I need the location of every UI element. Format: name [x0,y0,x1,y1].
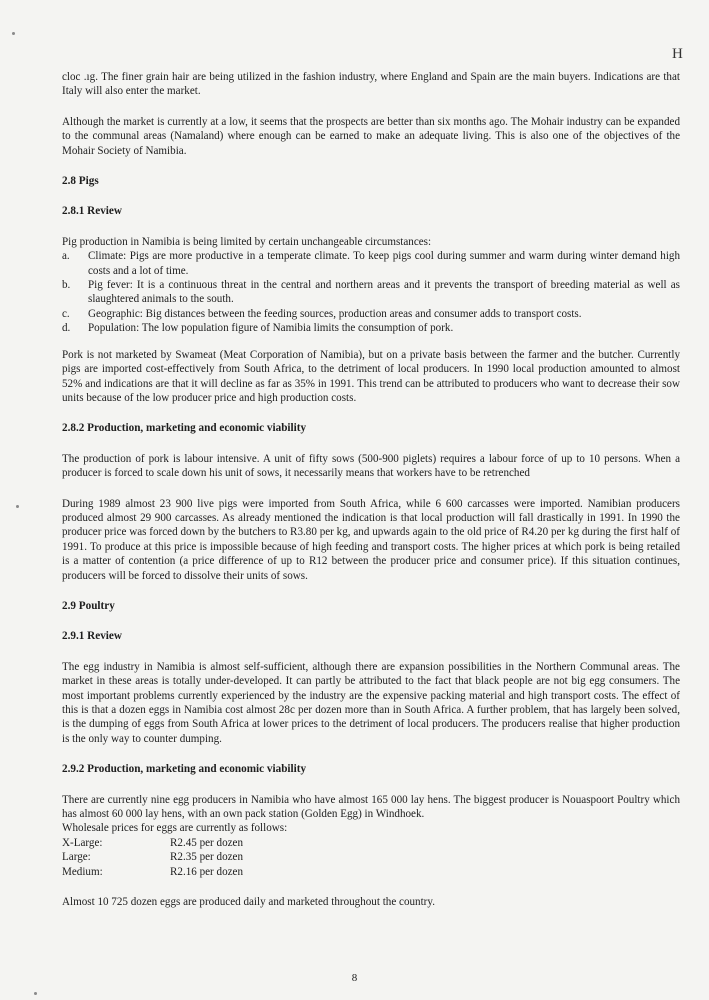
list-item [62,249,680,278]
list-item-text: Geographic: Big distances between the feeding sources, production areas and consumer adds to transport costs. [88,307,582,320]
paragraph-egg-prices-intro: Wholesale prices for eggs are currently as follows: [62,822,288,835]
subsection-heading-poultry-production: 2.9.2 Production, marketing and economic viability [62,763,307,776]
list-marker: b. [62,279,71,292]
corner-letter: H [672,46,683,62]
paragraph-egg-industry: The egg industry in Namibia is almost self-sufficient, although there are expansion possibilities in the Northern Communal areas. The market in these areas is totally under-developed. It can partly be attributed to the fact that black people are not big egg consumers. The most important problems currently experienced by the industry are the expensive packing material and high transport costs. The effect of this is that a dozen eggs in Namibia cost almost 28c per dozen more than in South Africa. A further problem, that has largely been solved, is the dumping of eggs from South Africa at lower prices to the detriment of local producers. The producers realise that higher production is the only way to counter dumping. [62,660,680,745]
price-value: R2.35 per dozen [170,851,244,864]
list-marker: d. [62,322,71,335]
subsection-heading-pigs-production: 2.8.2 Production, marketing and economic viability [62,422,307,435]
list-item-text: Climate: Pigs are more productive in a temperate climate. To keep pigs cool during summer and warm during winter demand high costs and a lot of time. [88,250,680,277]
paragraph-mohair-prospects: Although the market is currently at a low, it seems that the prospects are better than six months ago. The Mohair industry can be expanded to the communal areas (Namaland) where enough can be earned to make an adequate living. This is also one of the objectives of the Mohair Society of Namibia. [62,115,680,157]
paragraph-egg-daily-production: Almost 10 725 dozen eggs are produced daily and marketed throughout the country. [62,896,435,909]
price-value: R2.45 per dozen [170,836,244,849]
list-item [62,321,680,335]
subsection-heading-poultry-review: 2.9.1 Review [62,630,122,643]
scan-speck [12,32,15,35]
table-row [62,850,243,864]
egg-price-table [62,836,243,879]
list-item-text: Population: The low population figure of Namibia limits the consumption of pork. [88,322,454,335]
price-label: X-Large: [62,836,103,849]
scan-speck [16,505,19,508]
paragraph-pork-marketing: Pork is not marketed by Swameat (Meat Corporation of Namibia), but on a private basis between the farmer and the butcher. Currently pigs are imported cost-effectively from South Africa, to the detriment of local producers. In 1990 local production amounted to almost 52% and indications are that it will decline as far as 35% in 1991. This trend can be attributed to producers who want to decrease their sow units because of the low producer price and high production costs. [62,348,680,404]
section-heading-pigs: 2.8 Pigs [62,175,99,188]
price-value: R2.16 per dozen [170,865,244,878]
paragraph-pork-imports: During 1989 almost 23 900 live pigs were imported from South Africa, while 6 600 carcasses were imported. Namibian producers produced almost 29 900 carcasses. As already mentioned the indication is that local production will fall drastically in 1991. In 1990 the producer price was forced down by the butchers to R3.80 per kg, and upwards again to the old price of R4.20 per kg during the first half of 1991. To produce at this price is impossible because of high feeding and transport costs. The higher prices at which pork is being retailed is a matter of contention (a price difference of up to R12 between the producer price and consumer price). If this situation continues, producers will be forced to dissolve their units of sows. [62,497,680,582]
table-row [62,865,243,879]
paragraph-mohair-market: cloс .ıg. The finer grain hair are being utilized in the fashion industry, where England and Spain are the main buyers. Indications are that Italy will also enter the market. [62,71,680,98]
list-marker: a. [62,250,70,263]
document-body [62,70,680,909]
scan-speck [34,992,37,995]
price-label: Medium: [62,865,103,878]
pigs-circumstances-list [62,249,680,335]
table-row [62,836,243,850]
subsection-heading-pigs-review: 2.8.1 Review [62,205,122,218]
price-label: Large: [62,851,91,864]
list-item [62,278,680,307]
page-number: 8 [351,972,358,984]
paragraph-pork-labour: The production of pork is labour intensive. A unit of fifty sows (500-900 piglets) requires a labour force of up to 10 persons. When a producer is forced to scale down his unit of sows, it necessarily means that workers have to be retrenched [62,452,680,480]
list-marker: c. [62,307,70,320]
paragraph-egg-producers: There are currently nine egg producers in Namibia who have almost 165 000 lay hens. The biggest producer is Nouaspoort Poultry which has almost 60 000 lay hens, with an own pack station (Golden Egg) in Windhoek. [62,793,680,821]
section-heading-poultry: 2.9 Poultry [62,599,115,612]
list-item-text: Pig fever: It is a continuous threat in the central and northern areas and it prevents the transport of breeding material as well as slaughtered animals to the south. [88,279,680,306]
list-item [62,307,680,321]
paragraph-pigs-intro: Pig production in Namibia is being limited by certain unchangeable circumstances: [62,235,432,248]
